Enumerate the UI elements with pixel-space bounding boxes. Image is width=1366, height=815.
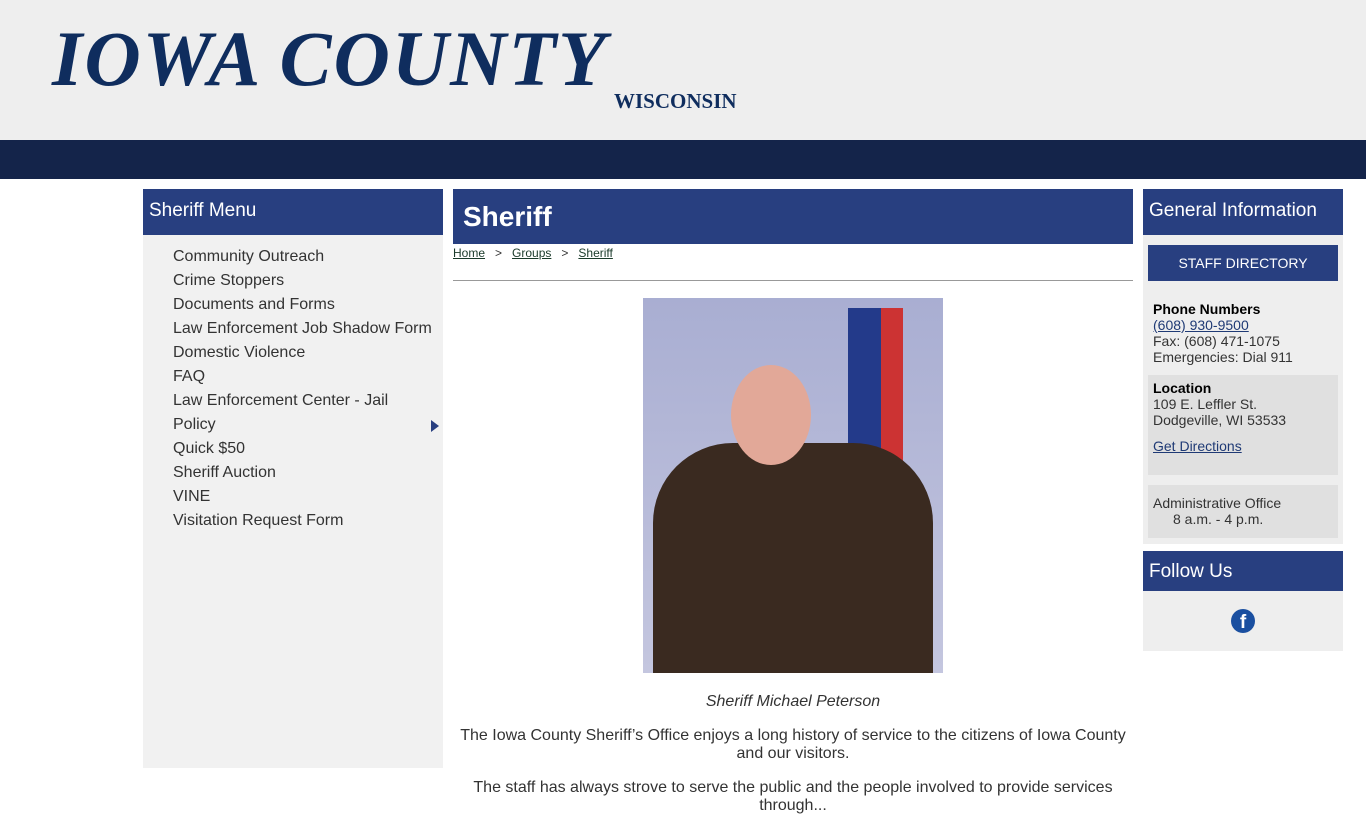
submenu-arrow-icon[interactable] [431,420,439,432]
social-links [1143,591,1343,651]
breadcrumb-sheriff[interactable]: Sheriff [578,246,613,260]
menu-item-jail[interactable]: Law Enforcement Center - Jail [173,392,389,409]
menu-item-faq[interactable]: FAQ [173,368,206,385]
sheriff-head [731,365,811,465]
breadcrumb-sep: > [561,246,569,260]
follow-us-title: Follow Us [1143,551,1343,591]
site-logo-subtitle: WISCONSIN [614,89,737,113]
contact-info [1143,291,1343,544]
phone-heading: Phone Numbers [1153,301,1261,317]
staff-directory-container [1143,235,1343,291]
sheriff-menu-title: Sheriff Menu [143,189,443,235]
menu-item-documents-forms[interactable]: Documents and Forms [173,296,335,313]
menu-item-community-outreach[interactable]: Community Outreach [173,248,325,265]
photo-caption: Sheriff Michael Peterson [705,693,881,710]
office-hours [1148,485,1338,538]
location-heading: Location [1153,380,1212,396]
intro-paragraph: The Iowa County Sheriff’s Office enjoys a long history of service to the citizens of Iowa County and our visitors. [460,727,1126,762]
facebook-icon[interactable]: f [1231,609,1255,633]
menu-item-policy-label: Policy [173,416,216,433]
menu-item-quick-50[interactable]: Quick $50 [173,440,246,457]
fax-number: Fax: (608) 471-1075 [1153,333,1280,349]
menu-item-job-shadow[interactable]: Law Enforcement Job Shadow Form [173,320,432,337]
menu-item-crime-stoppers[interactable]: Crime Stoppers [173,272,285,289]
page-title: Sheriff [453,189,1133,244]
site-header [0,0,1366,140]
emergency-number: Emergencies: Dial 911 [1153,349,1293,365]
get-directions-link[interactable]: Get Directions [1153,438,1242,454]
menu-item-domestic-violence[interactable]: Domestic Violence [173,344,306,361]
divider [453,280,1133,281]
breadcrumb [453,246,1133,260]
menu-item-vine[interactable]: VINE [173,488,211,505]
breadcrumb-sep: > [495,246,503,260]
menu-item-policy[interactable] [173,413,443,437]
sheriff-photo [643,298,943,673]
general-information [1143,189,1343,651]
address-line-2: Dodgeville, WI 53533 [1153,412,1287,428]
office-label: Administrative Office [1153,495,1282,511]
site-logo[interactable]: IOWA COUNTY [52,15,608,102]
intro-paragraph-2: The staff has always strove to serve the public and the people involved to provide services through... [473,779,1113,814]
breadcrumb-groups[interactable]: Groups [512,246,552,260]
office-hours-value: 8 a.m. - 4 p.m. [1173,511,1264,527]
location-box [1148,375,1338,475]
sheriff-figure [653,443,933,673]
phone-link[interactable]: (608) 930-9500 [1153,317,1249,333]
staff-directory-button[interactable]: STAFF DIRECTORY [1148,245,1338,281]
nav-bar [0,140,1366,179]
menu-item-visitation[interactable]: Visitation Request Form [173,512,344,529]
general-info-title: General Information [1143,189,1343,235]
address-line-1: 109 E. Leffler St. [1153,396,1258,412]
menu-item-sheriff-auction[interactable]: Sheriff Auction [173,464,276,481]
breadcrumb-home[interactable]: Home [453,246,486,260]
sheriff-menu [143,189,443,768]
main-content [453,189,1133,815]
